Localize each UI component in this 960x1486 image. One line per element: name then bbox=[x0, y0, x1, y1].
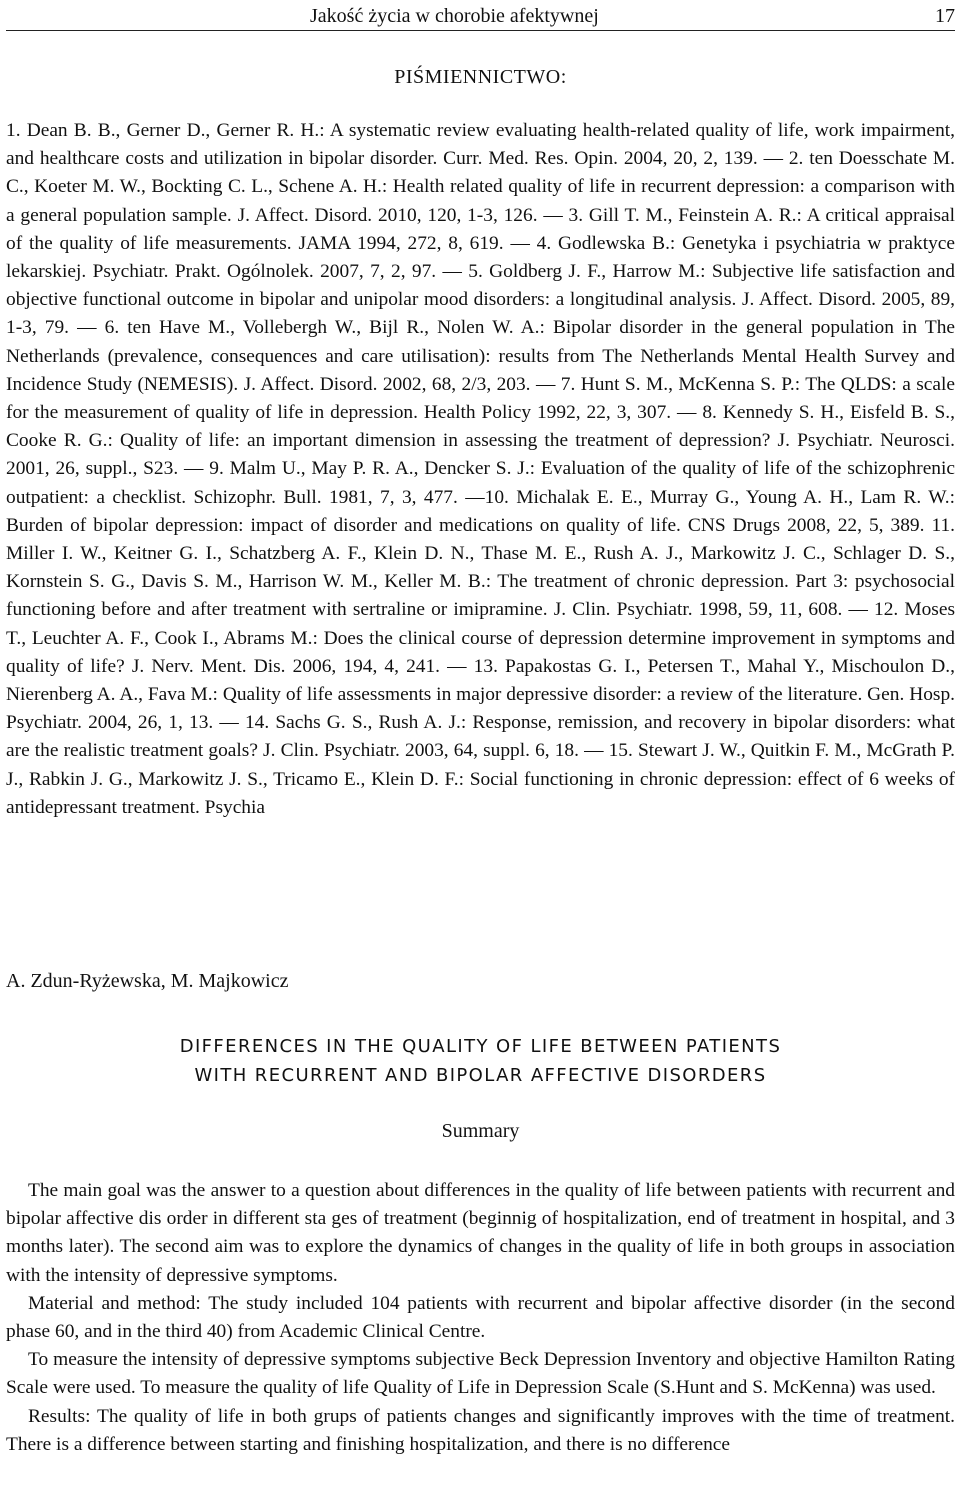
english-title bbox=[6, 1032, 955, 1090]
running-header bbox=[6, 4, 955, 31]
references-heading: PIŚMIENNICTWO: bbox=[394, 66, 567, 88]
summary-paragraph-measures: To measure the intensity of depressive symptoms subjective Beck Depression Inventory and objective Hamilton Rating Scale were used. To measure the quality of life Quality of Life in Depression Scale (S.Hunt and S. McKenna) was used. bbox=[6, 1349, 955, 1399]
english-title-line-1: DIFFERENCES IN THE QUALITY OF LIFE BETWEEN PATIENTS bbox=[179, 1036, 782, 1057]
summary-authors: A. Zdun-Ryżewska, M. Majkowicz bbox=[6, 970, 289, 992]
english-title-line-2: WITH RECURRENT AND BIPOLAR AFFECTIVE DISORDERS bbox=[194, 1065, 767, 1086]
summary-heading: Summary bbox=[441, 1120, 520, 1142]
running-title: Jakość życia w chorobie afektywnej bbox=[310, 5, 599, 27]
summary-paragraph-aim: The main goal was the answer to a question about differences in the quality of life between patients with recurrent and bipolar affective dis order in different sta ges of treatment (beginnig of hospitalization, end of treatment in hospital, and 3 months later). The second aim was to explore the dynamics of changes in the quality of life in both groups in association with the intensity of depressive symptoms. bbox=[6, 1180, 955, 1286]
page-number: 17 bbox=[935, 5, 955, 27]
summary-body bbox=[6, 1177, 955, 1459]
references-list: 1. Dean B. B., Gerner D., Gerner R. H.: A systematic review evaluating health-related quality of life, work impairment, and healthcare costs and utilization in bipolar disorder. Curr. Med. Res. Opin. 2004, 20, 2, 139. — 2. ten Doesschate M. C., Koeter M. W., Bockting C. L., Schene A. H.: Health related quality of life in recurrent depression: a comparison with a general population sample. J. Affect. Disord. 2010, 120, 1-3, 126. — 3. Gill T. M., Feinstein A. R.: A critical appraisal of the quality of life measurements. JAMA 1994, 272, 8, 619. — 4. Godlewska B.: Genetyka i psychiatria w praktyce lekarskiej. Psychiatr. Prakt. Ogólnolek. 2007, 7, 2, 97. — 5. Goldberg J. F., Harrow M.: Subjective life satisfaction and objective functional outcome in bipolar and unipolar mood disorders: a longitudinal analysis. J. Affect. Disord. 2005, 89, 1-3, 79. — 6. ten Have M., Vollebergh W., Bijl R., Nolen W. A.: Bipolar disorder in the general population in The Netherlands (prevalence, consequences and care utilisation): results from The Netherlands Mental Health Survey and Incidence Study (NEMESIS). J. Affect. Disord. 2002, 68, 2/3, 203. — 7. Hunt S. M., McKenna S. P.: The QLDS: a scale for the measurement of quality of life in depression. Health Policy 1992, 22, 3, 307. — 8. Kennedy S. H., Eisfeld B. S., Cooke R. G.: Quality of life: an important dimension in assessing the treatment of depression? J. Psychiatr. Neurosci. 2001, 26, suppl., S23. — 9. Malm U., May P. R. A., Dencker S. J.: Evaluation of the quality of life of the schizophrenic outpatient: a checklist. Schizophr. Bull. 1981, 7, 3, 477. —10. Michalak E. E., Murray G., Young A. H., Lam R. W.: Burden of bipolar depression: impact of disorder and medications on quality of life. CNS Drugs 2008, 22, 5, 389. 11. Miller I. W., Keitner G. I., Schatzberg A. F., Klein D. N., Thase M. E., Rush A. J., Markowitz J. C., Schlager D. S., Kornstein S. G., Davis S. M., Harrison W. M., Keller M. B.: The treatment of chronic depression. Part 3: psychosocial functioning before and after treatment with sertraline or imipramine. J. Clin. Psychiatr. 1998, 59, 11, 608. — 12. Moses T., Leuchter A. F., Cook I., Abrams M.: Does the clinical course of depression determine improvement in symptoms and quality of life? J. Nerv. Ment. Dis. 2006, 194, 4, 241. — 13. Papakostas G. I., Petersen T., Mahal Y., Mischoulon D., Nierenberg A. A., Fava M.: Quality of life assessments in major depressive disorder: a review of the literature. Gen. Hosp. Psychiatr. 2004, 26, 1, 13. — 14. Sachs G. S., Rush A. J.: Response, remission, and recovery in bipolar disorders: what are the realistic treatment goals? J. Clin. Psychiatr. 2003, 64, suppl. 6, 18. — 15. Stewart J. W., Quitkin F. M., McGrath P. J., Rabkin J. G., Markowitz J. S., Tricamo E., Klein D. F.: Social functioning in chronic depression: effect of 6 weeks of antidepressant treatment. Psychia bbox=[6, 120, 955, 818]
summary-paragraph-results: Results: The quality of life in both grups of patients changes and significantly improves with the time of treatment. There is a difference between starting and finishing hospitalization, and there is no difference bbox=[6, 1405, 955, 1455]
summary-paragraph-method: Material and method: The study included 104 patients with recurrent and bipolar affective disorder (in the second phase 60, and in the third 40) from Academic Clinical Centre. bbox=[6, 1292, 955, 1343]
